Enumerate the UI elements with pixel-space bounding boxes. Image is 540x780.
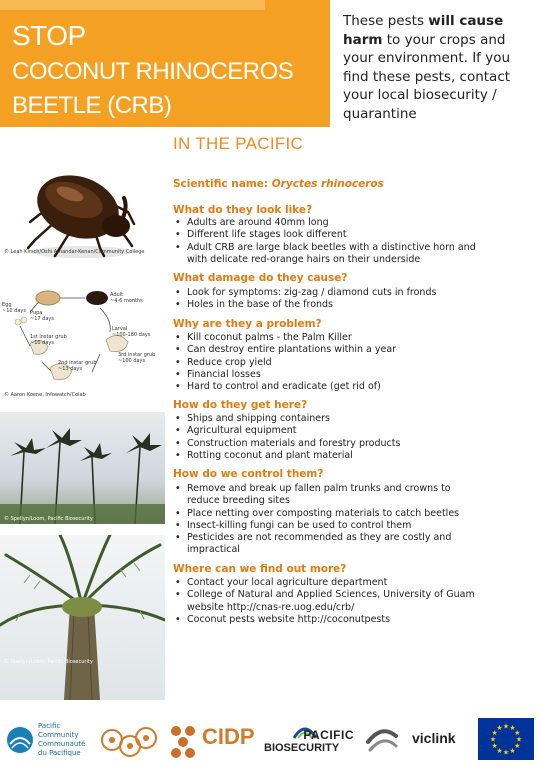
list-item: • Ships and shipping containers [173, 413, 533, 425]
top-strip [0, 0, 265, 10]
list-item: • Coconut pests website http://coconutpests [173, 614, 533, 626]
eu-star-icon: ★ [491, 742, 498, 750]
list-item: • Holes in the base of the fronds [173, 299, 533, 311]
spc-logo [6, 722, 96, 762]
eu-star-icon: ★ [509, 746, 516, 755]
beetle-caption: © Leah Kirsch/Oshi Amandar-Kenan/Community College [4, 249, 145, 255]
title-banner [0, 0, 330, 127]
list-item: • Different life stages look different [173, 229, 533, 241]
eu-stars-icon [478, 718, 534, 760]
list-item: • Construction materials and forestry products [173, 438, 533, 450]
cidp-logo [168, 722, 253, 764]
spc-line-2: Community [38, 731, 79, 739]
list-item: • Rotting coconut and plant material [173, 450, 533, 462]
section-list-arrival [173, 413, 533, 462]
section-heading-control: How do we control them? [173, 468, 324, 480]
eu-star-icon: ★ [496, 724, 503, 733]
spc-line-4: du Pacifique [38, 749, 81, 757]
swirl-logo [364, 722, 400, 758]
eu-star-icon: ★ [489, 735, 497, 744]
biosecurity-line-2: BIOSECURITY [264, 742, 340, 754]
section-list-control [173, 483, 533, 557]
list-item: • Reduce crop yield [173, 357, 533, 369]
partner-emblem-logo [100, 724, 158, 762]
list-item: • Financial losses [173, 369, 533, 381]
title-line-2: BEETLE (CRB) [12, 92, 172, 119]
lifecycle-larval-label: Larval ~100-180 days [112, 326, 151, 338]
spc-emblem-icon [6, 726, 34, 754]
subtitle: IN THE PACIFIC [173, 134, 304, 153]
title-line-1: COCONUT RHINOCEROS [12, 58, 294, 85]
scientific-name: Scientific name: Oryctes rhinoceros [173, 178, 384, 190]
pacific-biosecurity-logo [262, 722, 352, 762]
spc-line-1: Pacific [38, 722, 61, 730]
section-heading-more: Where can we find out more? [173, 563, 347, 575]
palm-field-photo [0, 412, 165, 524]
footer-logo-bar [0, 700, 540, 780]
lifecycle-diagram [0, 282, 165, 400]
section-list-look [173, 217, 533, 266]
biosecurity-line-1: PACIFIC [303, 728, 354, 742]
section-heading-arrival: How do they get here? [173, 399, 308, 411]
list-item: • Contact your local agriculture department [173, 577, 533, 589]
cidp-emblem-icon [168, 724, 198, 760]
list-item: • Adult CRB are large black beetles with a distinctive horn and with delicate red-orange hairs on their underside [173, 242, 477, 267]
spc-line-3: Communauté [38, 740, 86, 748]
beetle-photo [0, 152, 165, 262]
lifecycle-egg-label: Egg ~10 days [2, 302, 26, 314]
lifecycle-pupa-label: Pupa ~17 days [30, 310, 54, 322]
eu-star-icon: ★ [514, 729, 521, 737]
tree-caption: © Spellyn/Loom, Pacific Biosecurity [4, 659, 93, 665]
eu-star-icon: ★ [502, 722, 510, 731]
section-list-damage [173, 287, 533, 312]
list-item: • Look for symptoms: zig-zag / diamond cuts in fronds [173, 287, 533, 299]
lifecycle-stage2-label: 2nd instar grub ~13 days [58, 360, 97, 372]
section-list-problem [173, 332, 533, 393]
list-item: • Pesticides are not recommended as they are costly and impractical [173, 532, 487, 557]
list-item: • Can destroy entire plantations within a year [173, 344, 533, 356]
damaged-palm-photo [0, 535, 165, 700]
viclink-logo: viclink [412, 730, 456, 746]
lifecycle-stage3-label: 3rd instar grub ~100 days [118, 352, 156, 364]
eu-star-icon: ★ [502, 748, 510, 757]
section-list-more [173, 577, 533, 626]
list-item: • Insect-killing fungi can be used to control them [173, 520, 533, 532]
section-heading-look: What do they look like? [173, 204, 313, 216]
list-item: • Kill coconut palms - the Palm Killer [173, 332, 533, 344]
list-item: • College of Natural and Applied Sciences, University of Guam website http://cnas-re.uog.edu/crb/ [173, 589, 487, 614]
list-item: • Hard to control and eradicate (get rid of) [173, 381, 533, 393]
lifecycle-adult-label: Adult ~4-6 months [110, 292, 143, 304]
warning-text: These pests will cause harm to your crops and your environment. If you find these pests, contact your local biosecurity / quarantine [343, 13, 511, 122]
eu-star-icon: ★ [491, 729, 498, 737]
lifecycle-stage1-label: 1st instar grub ~10 days [30, 334, 67, 346]
list-item: • Place netting over composting materials to catch beetles [173, 508, 533, 520]
eu-flag-logo [478, 718, 534, 760]
list-item: • Agricultural equipment [173, 425, 533, 437]
eu-star-icon: ★ [496, 746, 503, 755]
eu-star-icon: ★ [509, 724, 516, 733]
list-item: • Remove and break up fallen palm trunks and crowns to reduce breeding sites [173, 483, 477, 508]
palms-caption: © Spellyn/Loom, Pacific Biosecurity [4, 516, 93, 522]
eu-star-icon: ★ [514, 742, 521, 750]
section-heading-damage: What damage do they cause? [173, 272, 348, 284]
stop-heading: STOP [12, 20, 86, 51]
section-heading-problem: Why are they a problem? [173, 318, 322, 330]
eu-star-icon: ★ [515, 735, 523, 744]
cidp-wordmark: CIDP [202, 724, 255, 749]
lifecycle-caption: © Aaron Koene, Infowatch/Colab [4, 392, 86, 398]
list-item: • Adults are around 40mm long [173, 217, 533, 229]
